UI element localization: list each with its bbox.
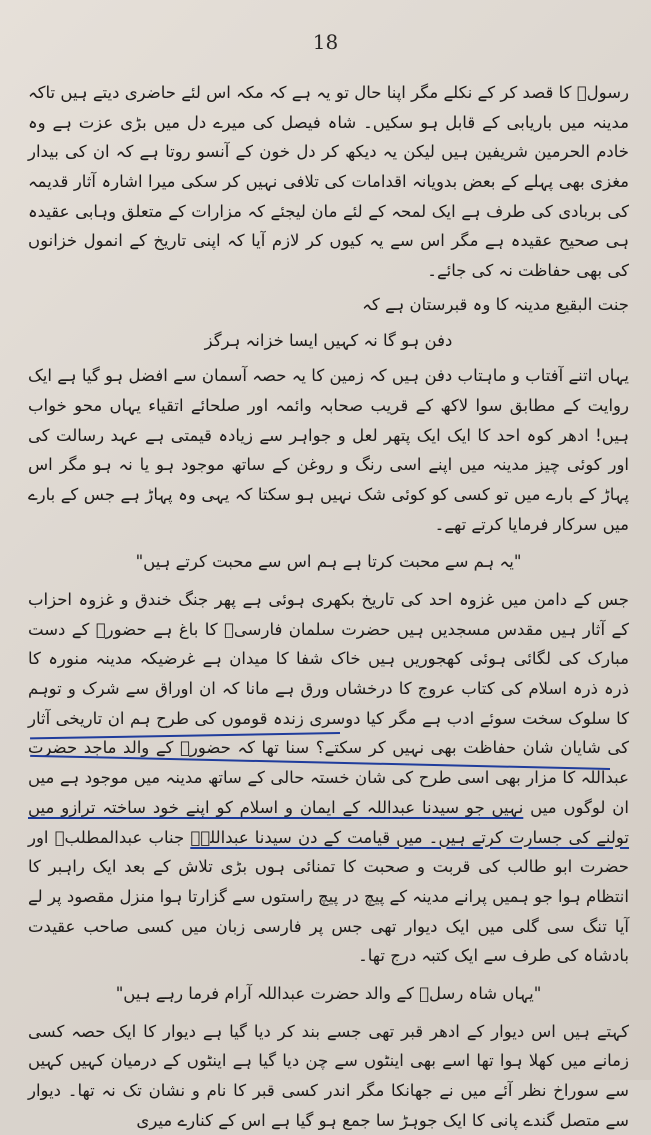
paragraph-3: یہاں اتنے آفتاب و ماہتاب دفن ہیں کہ زمین کا یہ حصہ آسمان سے افضل ہو گیا ہے ایک روایت کے مطابق سوا لاکھ کے قریب صحابہ وائمہ اور صلحائے اتقیاء یہاں محو خواب ہیں! ادھر کوہ احد کا ایک ایک پتھر لعل و جواہر سے زیادہ قیمتی ہے عہد رسالت کی اور کوئی چیز مدینہ میں اپنے اسی رنگ و روغن کے ساتھ موجود ہو یا نہ ہو مگر اس پہاڑ کے بارے میں تو کسی کو کوئی شک نہیں ہو سکتا کہ یہی وہ پہاڑ ہے جس کے بارے میں سرکار فرمایا کرتے تھے۔ [28,366,629,534]
underlined-passage: نہیں جو سیدنا عبداللہ کے ایمان و اسلام کو اپنے خود ساختہ ترازو میں تولنے کی جسارت کرتے ہیں۔ میں قیامت کے دن سیدنا عبداللہؓ [28,797,630,847]
paragraph-5: کہتے ہیں اس دیوار کے ادھر قبر تھی جسے بند کر دیا گیا ہے دیوار کا ایک حصہ کسی زمانے میں کھلا ہوا تھا اسے بھی اینٹوں سے چن دیا گیا ہے اینٹوں کے درمیان کہیں کہیں سے سوراخ نظر آئے میں نے جھانکا مگر اندر کسی قبر کا نام و نشان تک نہ تھا۔ دیوار سے متصل گندے پانی کا ایک جوہڑ سا جمع ہو گیا ہے اس کے کنارے میری [28,1021,629,1130]
quote-2: "یہاں شاہ رسلؐ کے والد حضرت عبداللہ آرام فرما رہے ہیں" [115,983,542,1003]
page-body [28,78,629,1135]
page-number: 18 [312,30,339,54]
paragraph-1: رسولؐ کا قصد کر کے نکلے مگر اپنا حال تو یہ ہے کہ مکہ اس لئے حاضری دیتے ہیں تاکہ مدینہ میں باریابی کے قابل ہو سکیں۔ شاہ فیصل کی میرے دل میں بڑی عزت ہے وہ خادم الحرمین شریفین ہیں لیکن یہ دیکھ کر دل خون کے آنسو روتا ہے کہ ان کی بیدار مغزی بھی پہلے کے بعض بدویانہ اقدامات کی تلافی نہیں کر سکی میرا اشارہ آثار قدیمہ کی بربادی کی طرف ہے ایک لمحہ کے لئے مان لیجئے کہ مزارات کے متعلق وہابی عقیدہ ہی صحیح عقیدہ ہے مگر اس سے یہ کیوں کر لازم آیا کہ اپنی تاریخ کے انمول خزانوں کی بھی حفاظت نہ کی جائے۔ [28,83,629,281]
paragraph-4 [28,585,629,971]
paragraph-2: جنت البقیع مدینہ کا وہ قبرستان ہے کہ [362,294,629,314]
quote-1: "یہ ہم سے محبت کرتا ہے ہم اس سے محبت کرتے ہیں" [135,552,522,572]
paragraph-4-part-c: جناب عبدالمطلبؓ اور حضرت ابو طالب کی قربت و صحبت کا تمنائی ہوں بڑی تلاش کے بعد ایک راہبر کا انتظام ہوا جو ہمیں پرانے مدینہ کے پیچ در پیچ راستوں سے گزارتا ہوا منزل مقصود پر لے آیا تنگ سی گلی میں ایک دیوار تھی جس پر فارسی زبان میں کسی صاحب عقیدت بادشاہ کی طرف سے ایک کتبہ درج تھا۔ [28,827,629,966]
verse-line: دفن ہو گا نہ کہیں ایسا خزانہ ہرگز [204,330,453,350]
paragraph-4-part-a: جس کے دامن میں غزوہ احد کی تاریخ بکھری ہوئی ہے پھر جنگ خندق و غزوہ احزاب کے آثار ہیں مقدس مسجدیں ہیں حضرت سلمان فارسیؓ کا باغ ہے حضورؐ کے دست مبارک کی لگائی ہوئی کھجوریں ہیں خاک شفا کا میدان ہے غرضیکہ مدینہ منورہ کا ذرہ ذرہ اسلام کی کتاب عروج کا درخشاں ورق ہے مانا کہ ان اوراق سے شرک و توہم کا سلوک سخت سوئے ادب ہے مگر کیا دوسری زندہ قوموں کی طرح ہم ان تاریخی آثار کی شایان شان حفاظت بھی نہیں کر سکتے؟ سنا تھا کہ حضورؐ کے والد ماجد حضرت عبداللہ کا مزار بھی اسی طرح کی شان خستہ حالی کے ساتھ مدینہ میں موجود ہے میں ان لوگوں میں [28,590,629,817]
